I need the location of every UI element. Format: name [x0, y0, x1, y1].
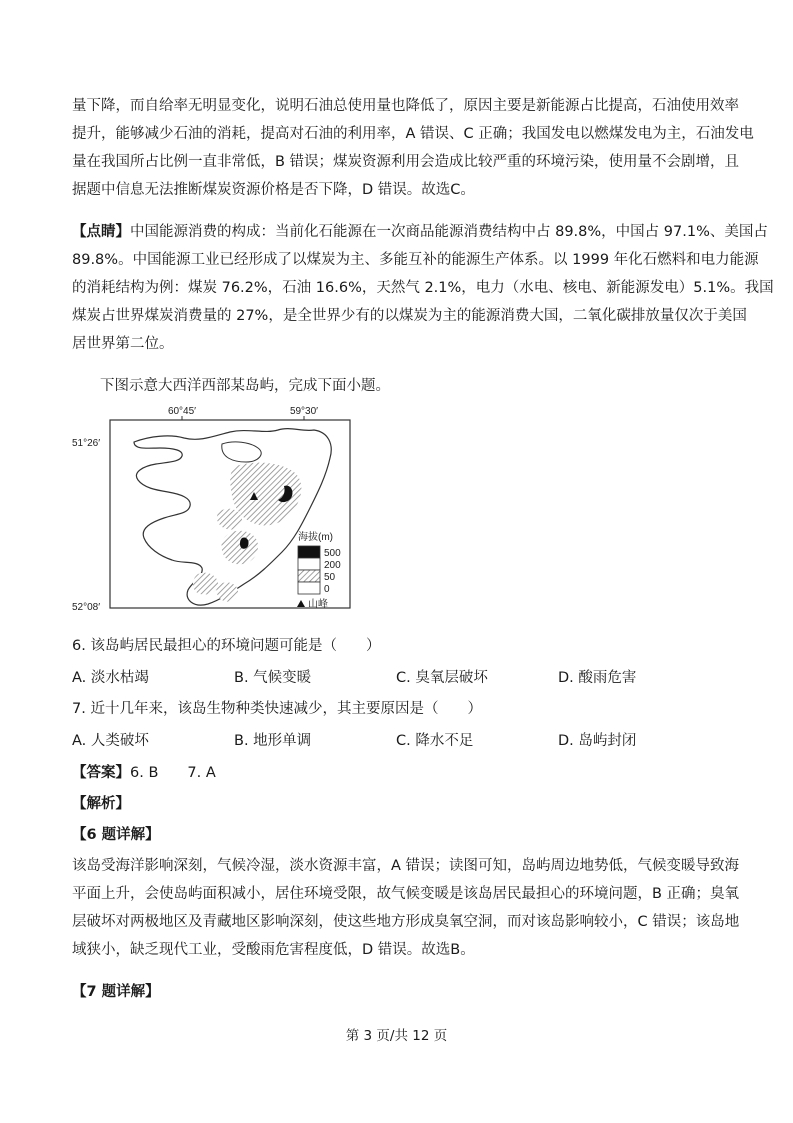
- analysis-label: 【解析】: [72, 796, 130, 812]
- legend-title: 海拔(m): [298, 532, 333, 543]
- question-6-stem: 6. 该岛屿居民最担心的环境问题可能是（ ）: [72, 638, 381, 654]
- question-6-options: [72, 666, 732, 690]
- legend-value: 50: [324, 572, 336, 583]
- island-map: [72, 400, 372, 620]
- legend-value: 200: [324, 560, 341, 571]
- detail-6-label: 【6 题详解】: [72, 827, 160, 843]
- text-line: 据题中信息无法推断煤炭资源价格是否下降，D 错误。故选C。: [72, 182, 475, 198]
- text-line: 域狭小，缺乏现代工业，受酸雨危害程度低，D 错误。故选B。: [72, 942, 475, 958]
- text-line: 提升，能够减少石油的消耗，提高对石油的利用率，A 错误、C 正确；我国发电以燃煤发电为主，石油发电: [72, 126, 754, 142]
- detail-7-label: 【7 题详解】: [72, 984, 160, 1000]
- question-7-stem: 7. 近十几年来，该岛生物种类快速减少，其主要原因是（ ）: [72, 701, 482, 717]
- option-d: D. 岛屿封闭: [558, 733, 637, 749]
- text-line: 居世界第二位。: [72, 336, 174, 352]
- legend-value: 0: [324, 584, 330, 595]
- text-line: 89.8%。中国能源工业已经形成了以煤炭为主、多能互补的能源生产体系。以 1999 年化石燃料和电力能源: [72, 252, 759, 268]
- option-c: C. 臭氧层破坏: [396, 670, 488, 686]
- legend-swatch-200: [298, 558, 320, 570]
- text-line: 平面上升，会使岛屿面积减小，居住环境受限，故气候变暖是该岛居民最担心的环境问题，B 正确；臭氧: [72, 886, 740, 902]
- option-b: B. 气候变暖: [234, 670, 312, 686]
- option-a: A. 淡水枯竭: [72, 670, 149, 686]
- map-intro: [72, 372, 724, 400]
- legend-value: 500: [324, 548, 341, 559]
- dianjing-section: [72, 218, 774, 358]
- lat-label-bottom: 52°08′: [72, 602, 101, 613]
- option-b: B. 地形单调: [234, 733, 312, 749]
- answer-text: 6. B 7. A: [130, 765, 216, 781]
- text-line: 层破坏对两极地区及青藏地区影响深刻，使这些地方形成臭氧空洞，而对该岛影响较小，C 错误；该岛地: [72, 914, 740, 930]
- lon-label-left: 60°45′: [167, 406, 197, 417]
- legend-swatch-50: [298, 570, 320, 582]
- answer-line: [72, 761, 216, 785]
- legend-peak-label: 山峰: [308, 599, 328, 610]
- question-7-options: [72, 729, 732, 753]
- detail-6-text: [72, 852, 740, 964]
- text-line: 煤炭占世界煤炭消费量的 27%，是全世界少有的以煤炭为主的能源消费大国，二氧化碳排放量仅次于美国: [72, 308, 747, 324]
- lon-label-right: 59°30′: [289, 406, 319, 417]
- option-c: C. 降水不足: [396, 733, 474, 749]
- dianjing-label: 【点睛】: [72, 224, 130, 240]
- lat-label-top: 51°26′: [72, 438, 101, 449]
- text-line: 量在我国所占比例一直非常低，B 错误；煤炭资源利用会造成比较严重的环境污染，使用量不会剧增，且: [72, 154, 740, 170]
- page-footer: 第 3 页/共 12 页: [345, 1028, 448, 1044]
- text-line: 的消耗结构为例：煤炭 76.2%，石油 16.6%，天然气 2.1%，电力（水电、核电、新能源发电）5.1%。我国: [72, 280, 774, 296]
- elevation-area-50-200: [222, 531, 258, 565]
- elevation-area-500: [240, 537, 249, 548]
- text-line: 中国能源消费的构成：当前化石能源在一次商品能源消费结构中占 89.8%，中国占 97.1%、美国占: [130, 224, 768, 240]
- text-line: 量下降，而自给率无明显变化，说明石油总使用量也降低了，原因主要是新能源占比提高，石油使用效率: [72, 98, 739, 114]
- option-d: D. 酸雨危害: [558, 670, 637, 686]
- answer-label: 【答案】: [72, 765, 130, 781]
- intro-text: 下图示意大西洋西部某岛屿，完成下面小题。: [100, 378, 390, 394]
- text-line: 该岛受海洋影响深刻，气候冷湿，淡水资源丰富，A 错误；读图可知，岛屿周边地势低，气候变暖导致海: [72, 858, 740, 874]
- legend-swatch-500: [298, 546, 320, 558]
- paragraph-continuation: [72, 92, 754, 204]
- option-a: A. 人类破坏: [72, 733, 149, 749]
- legend-swatch-0: [298, 582, 320, 594]
